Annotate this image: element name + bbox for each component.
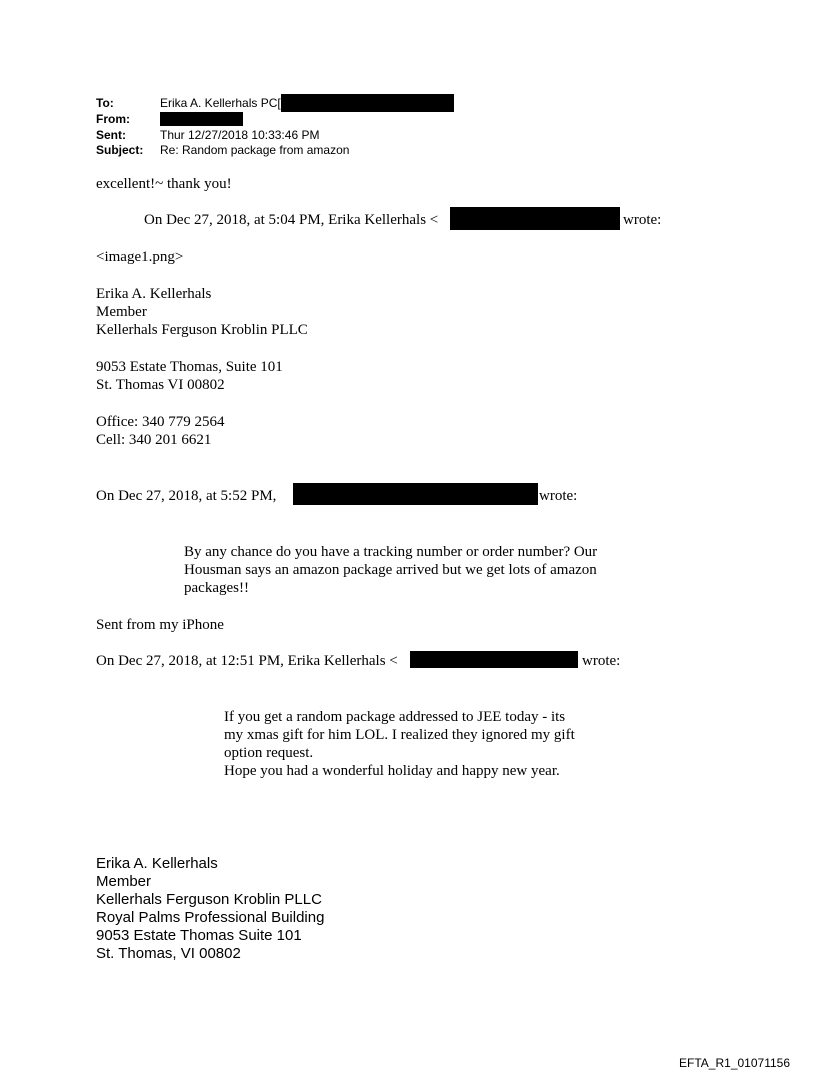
sig1-office: Office: 340 779 2564: [96, 414, 225, 430]
sig2-firm: Kellerhals Ferguson Kroblin PLLC: [96, 891, 322, 908]
sig2-name: Erika A. Kellerhals: [96, 855, 218, 872]
to-label: To:: [96, 96, 114, 110]
quote3-intro: On Dec 27, 2018, at 12:51 PM, Erika Kellerhals <: [96, 653, 398, 669]
reply-text: excellent!~ thank you!: [96, 176, 232, 192]
quote3-line-3: option request.: [224, 745, 314, 761]
quote1-wrote: wrote:: [623, 212, 662, 228]
quote2-line-1: By any chance do you have a tracking number or order number? Our: [184, 544, 598, 560]
document-id: EFTA_R1_01071156: [679, 1056, 790, 1070]
sig1-address1: 9053 Estate Thomas, Suite 101: [96, 359, 283, 375]
sig1-firm: Kellerhals Ferguson Kroblin PLLC: [96, 322, 308, 338]
quote3-line-2: my xmas gift for him LOL. I realized they ignored my gift: [224, 727, 575, 743]
redaction-quote2-sender: [293, 483, 538, 505]
sig2-title: Member: [96, 873, 152, 890]
sig1-name: Erika A. Kellerhals: [96, 286, 212, 302]
redaction-to: [281, 94, 454, 112]
sent-from-iphone: Sent from my iPhone: [96, 617, 224, 633]
sig1-title: Member: [96, 304, 147, 320]
subject-label: Subject:: [96, 143, 144, 157]
sig2-address1: 9053 Estate Thomas Suite 101: [96, 927, 302, 944]
attachment-placeholder: <image1.png>: [96, 249, 184, 265]
subject-value: Re: Random package from amazon: [160, 143, 350, 157]
from-label: From:: [96, 112, 130, 126]
redaction-quote1-email: [450, 207, 620, 230]
quote2-line-3: packages!!: [184, 580, 249, 596]
quote2-wrote: wrote:: [539, 488, 578, 504]
sent-label: Sent:: [96, 128, 126, 142]
quote2-intro: On Dec 27, 2018, at 5:52 PM,: [96, 488, 277, 504]
sig1-address2: St. Thomas VI 00802: [96, 377, 225, 393]
sig2-address2: St. Thomas, VI 00802: [96, 945, 241, 962]
redaction-from: [160, 112, 243, 126]
quote1-intro: On Dec 27, 2018, at 5:04 PM, Erika Kellerhals <: [144, 212, 439, 228]
quote3-line-1: If you get a random package addressed to JEE today - its: [224, 709, 566, 725]
quote3-line-4: Hope you had a wonderful holiday and happy new year.: [224, 763, 560, 779]
sent-value: Thur 12/27/2018 10:33:46 PM: [160, 128, 320, 142]
quote2-line-2: Housman says an amazon package arrived but we get lots of amazon: [184, 562, 597, 578]
sig2-building: Royal Palms Professional Building: [96, 909, 325, 926]
sig1-cell: Cell: 340 201 6621: [96, 432, 212, 448]
redaction-quote3-email: [410, 651, 578, 668]
to-value: Erika A. Kellerhals PC[: [160, 96, 281, 110]
quote3-wrote: wrote:: [582, 653, 621, 669]
